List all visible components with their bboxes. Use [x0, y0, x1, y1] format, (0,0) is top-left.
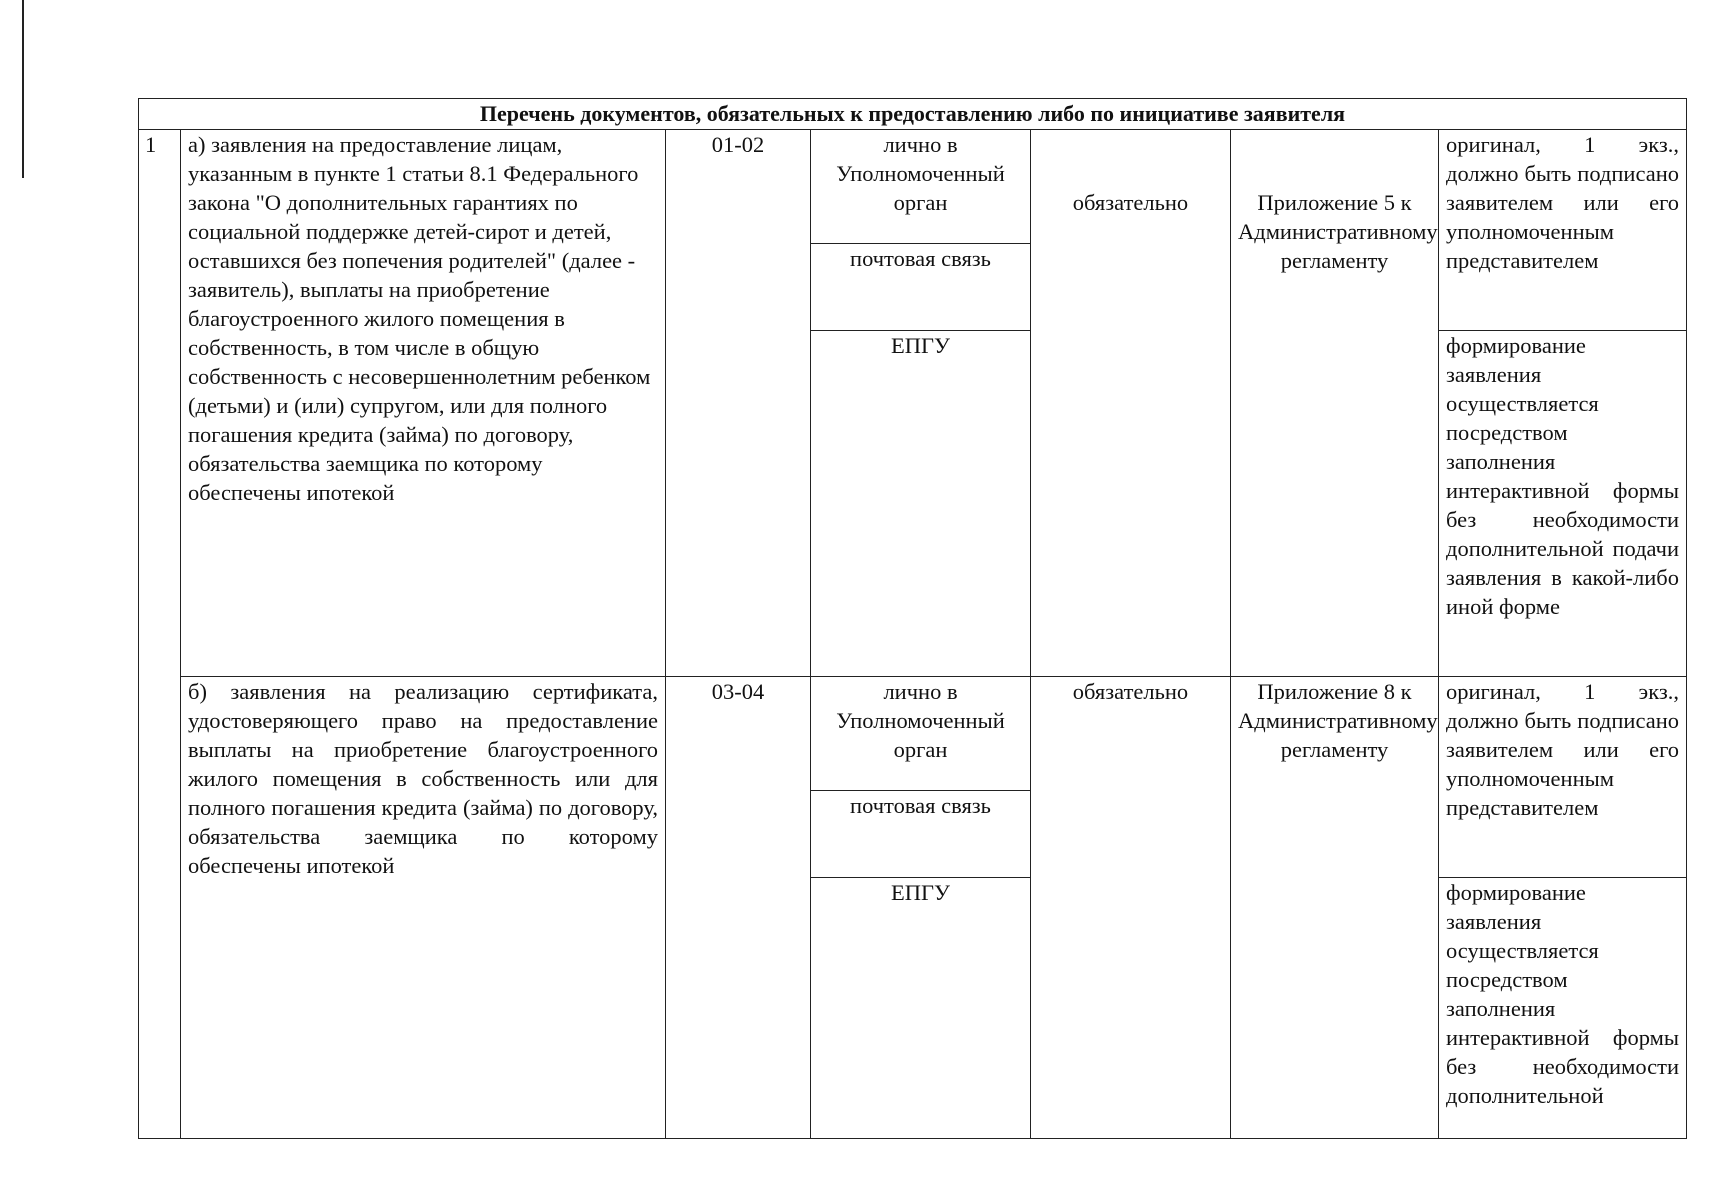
document-code: 03-04: [666, 677, 811, 1139]
method-post: почтовая связь: [811, 791, 1030, 878]
document-description: а) заявления на предоставление лицам, указанным в пункте 1 статьи 8.1 Федерального закона "О дополнительных гарантиях по социальной поддержке детей-сирот и детей, оставшихся без попечения родителей" (далее - заявитель), выплаты на приобретение благоустроенного жилого помещения в собственность, в том числе в общую собственность с несовершеннолетним ребенком (детьми) и (или) супругом, или для полного погашения кредита (займа) по договору, обязательства заемщика по которому обеспечены ипотекой: [181, 130, 666, 677]
note-original: оригинал, 1 экз., должно быть подписано заявителем или его уполномоченным представителем: [1439, 130, 1686, 331]
method-post: почтовая связь: [811, 244, 1030, 331]
table-row: [139, 677, 1687, 1139]
note-interactive-form: формирование заявления осуществляется посредством заполнения интерактивной формы без необходимости дополнительной подачи заявления в какой-либо иной форме: [1446, 333, 1679, 619]
method-in-person: лично в Уполномоченный орган: [811, 677, 1030, 791]
method-epgu: ЕПГУ: [891, 333, 950, 358]
note-interactive-form: формирование заявления осуществляется посредством заполнения интерактивной формы без необходимости дополнительной: [1446, 880, 1679, 1108]
documents-table: [138, 98, 1687, 1139]
document-description: б) заявления на реализацию сертификата, удостоверяющего право на предоставление выплаты на приобретение благоустроенного жилого помещения в собственность или для полного погашения кредита (займа) по договору, обязательства заемщика по которому обеспечены ипотекой: [181, 677, 666, 1139]
row-number: 1: [139, 130, 181, 1139]
note-original: оригинал, 1 экз., должно быть подписано заявителем или его уполномоченным представителем: [1439, 677, 1686, 878]
left-margin-line: [22, 0, 24, 178]
method-in-person: лично в Уполномоченный орган: [811, 130, 1030, 244]
submission-methods: [811, 130, 1031, 677]
requirement-status: обязательно: [1031, 677, 1231, 1139]
requirement-status: обязательно: [1031, 130, 1231, 677]
document-notes: [1439, 130, 1687, 677]
attachment-reference: Приложение 8 к Административному регламенту: [1231, 677, 1439, 1139]
document-notes: [1439, 677, 1687, 1139]
table-row: [139, 130, 1687, 677]
method-epgu: ЕПГУ: [891, 880, 950, 905]
document-code: 01-02: [666, 130, 811, 677]
table-header: Перечень документов, обязательных к предоставлению либо по инициативе заявителя: [139, 99, 1687, 130]
attachment-reference: Приложение 5 к Административному регламенту: [1231, 130, 1439, 677]
submission-methods: [811, 677, 1031, 1139]
